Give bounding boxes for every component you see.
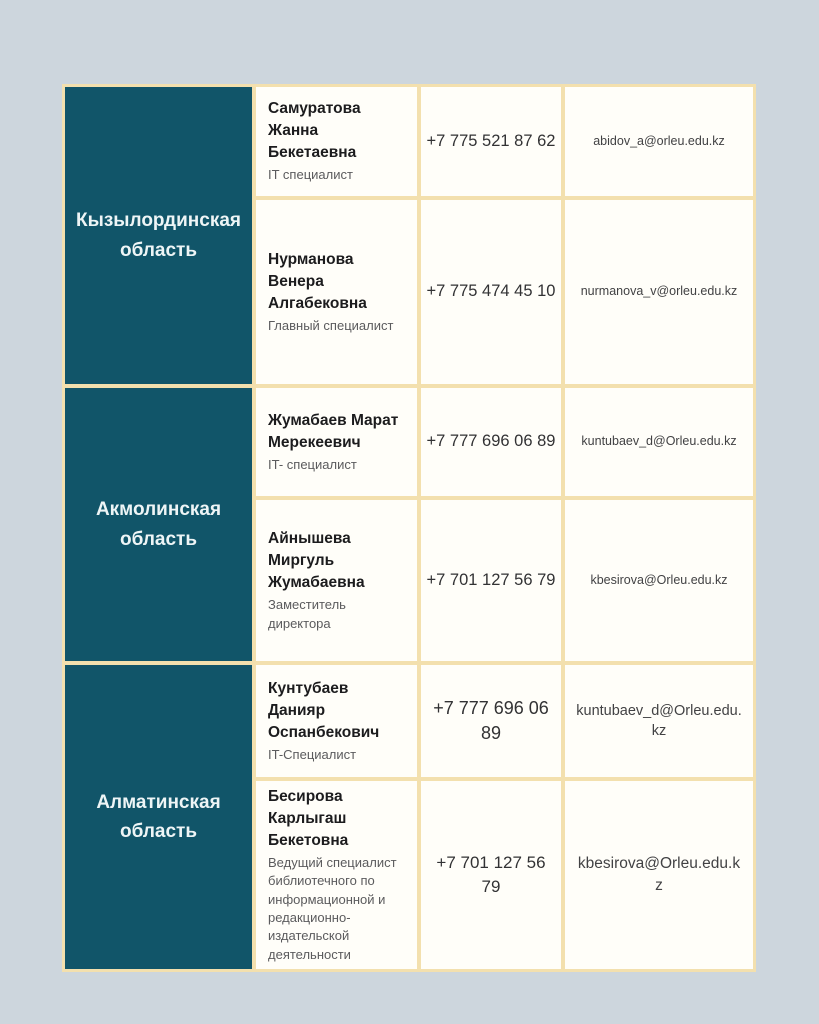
phone-cell xyxy=(421,500,561,661)
name-cell xyxy=(256,200,417,384)
name-cell xyxy=(256,87,417,196)
contact-email: kuntubaev_d@Orleu.edu.kz xyxy=(581,434,737,449)
phone-cell xyxy=(421,665,561,777)
email-cell xyxy=(565,87,753,196)
phone-cell xyxy=(421,388,561,496)
phone-cell xyxy=(421,781,561,969)
name-cell xyxy=(256,781,417,969)
region-cell-akmolinskaya xyxy=(65,388,252,661)
contact-phone: +7 775 521 87 62 xyxy=(426,131,556,150)
contact-role: Главный специалист xyxy=(268,317,394,333)
name-cell xyxy=(256,388,417,496)
contacts-table xyxy=(62,84,756,972)
email-cell xyxy=(565,200,753,384)
contact-name: Кунтубаев Данияр Оспанбекович xyxy=(268,679,380,741)
contact-email: kuntubaev_d@Orleu.edu.kz xyxy=(576,702,742,739)
region-label: Алматинская область xyxy=(96,791,221,842)
phone-cell xyxy=(421,200,561,384)
region-label: Кызылординская область xyxy=(76,210,241,261)
name-cell xyxy=(256,500,417,661)
contact-phone: +7 777 696 06 89 xyxy=(433,697,549,743)
region-cell-kyzylordinskaya xyxy=(65,87,252,384)
contact-role: Заместитель директора xyxy=(268,597,346,631)
email-cell xyxy=(565,665,753,777)
contact-phone: +7 701 127 56 79 xyxy=(426,570,556,589)
contact-name: Нурманова Венера Алгабековна xyxy=(268,250,367,312)
region-label: Акмолинская область xyxy=(95,499,222,550)
email-cell xyxy=(565,781,753,969)
contact-name: Самуратова Жанна Бекетаевна xyxy=(268,100,361,162)
contact-role: IT- специалист xyxy=(268,456,357,472)
contact-email: abidov_a@orleu.edu.kz xyxy=(593,133,725,148)
contact-email: kbesirova@Orleu.edu.kz xyxy=(577,855,741,894)
contact-phone: +7 775 474 45 10 xyxy=(426,282,556,301)
email-cell xyxy=(565,388,753,496)
contact-role: Ведущий специалист библиотечного по информационной и редакционно-издательской деятельности xyxy=(268,854,397,962)
contact-phone: +7 701 127 56 79 xyxy=(436,853,546,896)
phone-cell xyxy=(421,87,561,196)
contact-phone: +7 777 696 06 89 xyxy=(426,432,556,451)
email-cell xyxy=(565,500,753,661)
region-cell-almatinskaya xyxy=(65,665,252,969)
contact-name: Бесирова Карлыгаш Бекетовна xyxy=(268,787,349,849)
contact-email: kbesirova@Orleu.edu.kz xyxy=(590,572,728,587)
contact-name: Айнышева Миргуль Жумабаевна xyxy=(268,530,365,592)
contact-email: nurmanova_v@orleu.edu.kz xyxy=(580,284,738,299)
name-cell xyxy=(256,665,417,777)
contact-name: Жумабаев Марат Мерекеевич xyxy=(268,411,399,451)
contact-role: IT-Специалист xyxy=(268,746,357,762)
contact-role: IT специалист xyxy=(268,167,353,183)
